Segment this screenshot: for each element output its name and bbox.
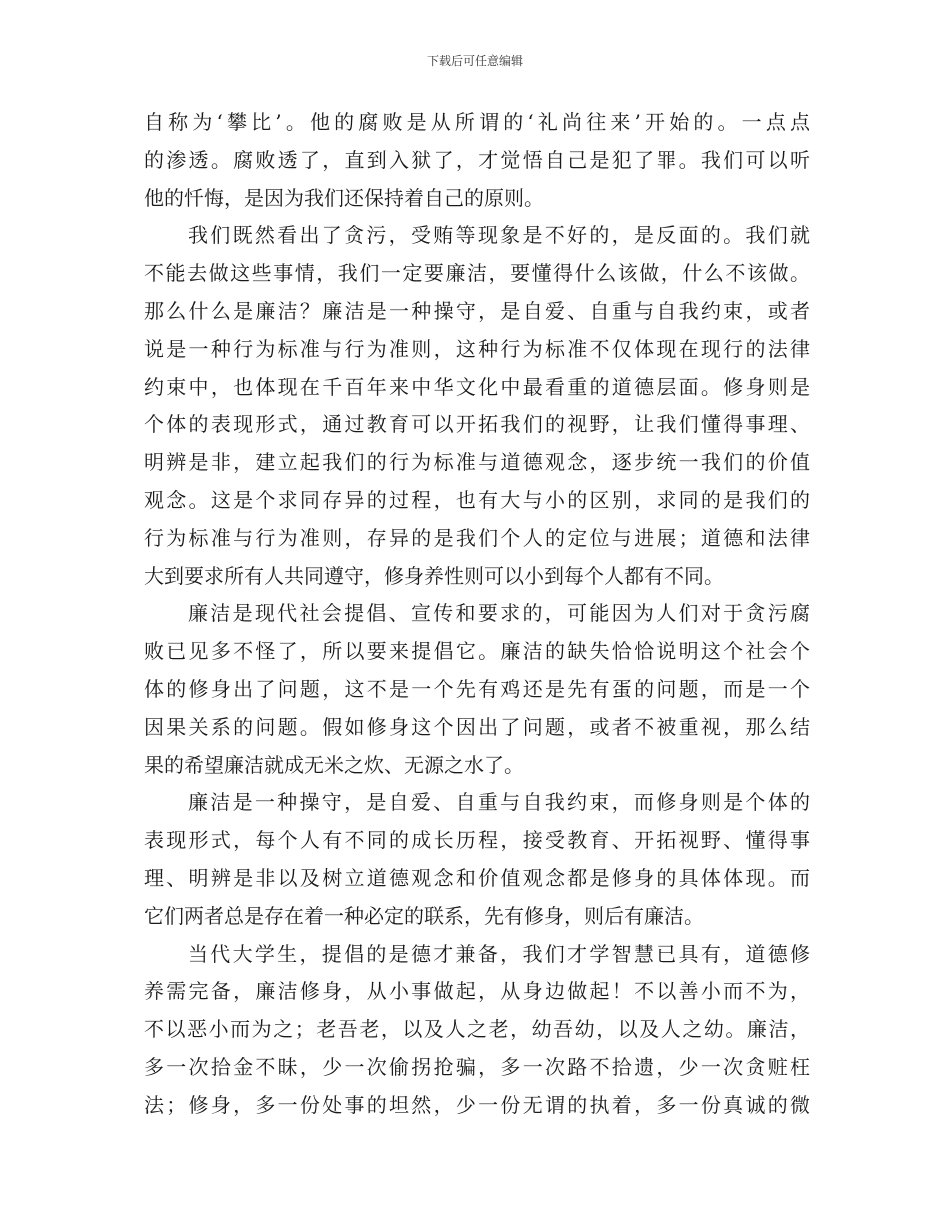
text-line: 明辨是非，建立起我们的行为标准与道德观念，逐步统一我们的价值	[144, 450, 810, 475]
text-line: 个体的表现形式，通过教育可以开拓我们的视野，让我们懂得事理、	[144, 412, 810, 437]
text-line: 廉洁是一种操守，是自爱、自重与自我约束，而修身则是个体的	[188, 790, 810, 815]
text-line: 养需完备，廉洁修身，从小事做起，从身边做起！不以善小而不为，	[144, 979, 810, 1004]
text-line: 表现形式，每个人有不同的成长历程，接受教育、开拓视野、懂得事	[144, 828, 810, 853]
text-line: 观念。这是个求同存异的过程，也有大与小的区别，求同的是我们的	[144, 487, 810, 512]
text-line: 大到要求所有人共同遵守，修身养性则可以小到每个人都有不同。	[144, 563, 724, 588]
text-line: 他的忏悔，是因为我们还保持着自己的原则。	[144, 185, 544, 210]
text-line: 廉洁是现代社会提倡、宣传和要求的，可能因为人们对于贪污腐	[188, 601, 810, 626]
text-line: 当代大学生，提倡的是德才兼备，我们才学智慧已具有，道德修	[188, 941, 810, 966]
text-line: 我们既然看出了贪污，受贿等现象是不好的，是反面的。我们就	[188, 223, 810, 248]
page-header: 下载后可任意编辑	[426, 54, 523, 68]
text-line: 约束中，也体现在千百年来中华文化中最看重的道德层面。修身则是	[144, 374, 810, 399]
text-line: 败已见多不怪了，所以要来提倡它。廉洁的缺失恰恰说明这个社会个	[144, 639, 810, 664]
text-line: 的渗透。腐败透了，直到入狱了，才觉悟自己是犯了罪。我们可以听	[144, 147, 810, 172]
text-line: 行为标准与行为准则，存异的是我们个人的定位与进展；道德和法律	[144, 525, 810, 550]
text-line: 法；修身，多一份处事的坦然，少一份无谓的执着，多一份真诚的微	[144, 1092, 810, 1117]
text-line: 多一次拾金不昧，少一次偷拐抢骗，多一次路不拾遗，少一次贪赃枉	[144, 1054, 810, 1079]
text-line: 它们两者总是存在着一种必定的联系，先有修身，则后有廉洁。	[144, 903, 704, 928]
text-line: 理、明辨是非以及树立道德观念和价值观念都是修身的具体体现。而	[144, 865, 810, 890]
text-line: 果的希望廉洁就成无米之炊、无源之水了。	[144, 752, 524, 777]
text-line: 不以恶小而为之；老吾老，以及人之老，幼吾幼，以及人之幼。廉洁，	[144, 1017, 810, 1042]
text-line: 不能去做这些事情，我们一定要廉洁，要懂得什么该做，什么不该做。	[144, 261, 810, 286]
text-line: 体的修身出了问题，这不是一个先有鸡还是先有蛋的问题，而是一个	[144, 676, 810, 701]
text-line: 自称为‘攀比’。他的腐败是从所谓的‘礼尚往来’开始的。一点点	[144, 110, 810, 134]
text-line: 因果关系的问题。假如修身这个因出了问题，或者不被重视，那么结	[144, 714, 810, 739]
text-line: 那么什么是廉洁？廉洁是一种操守，是自爱、自重与自我约束，或者	[144, 298, 810, 323]
text-line: 说是一种行为标准与行为准则，这种行为标准不仅体现在现行的法律	[144, 336, 810, 361]
body-text	[144, 104, 810, 1125]
